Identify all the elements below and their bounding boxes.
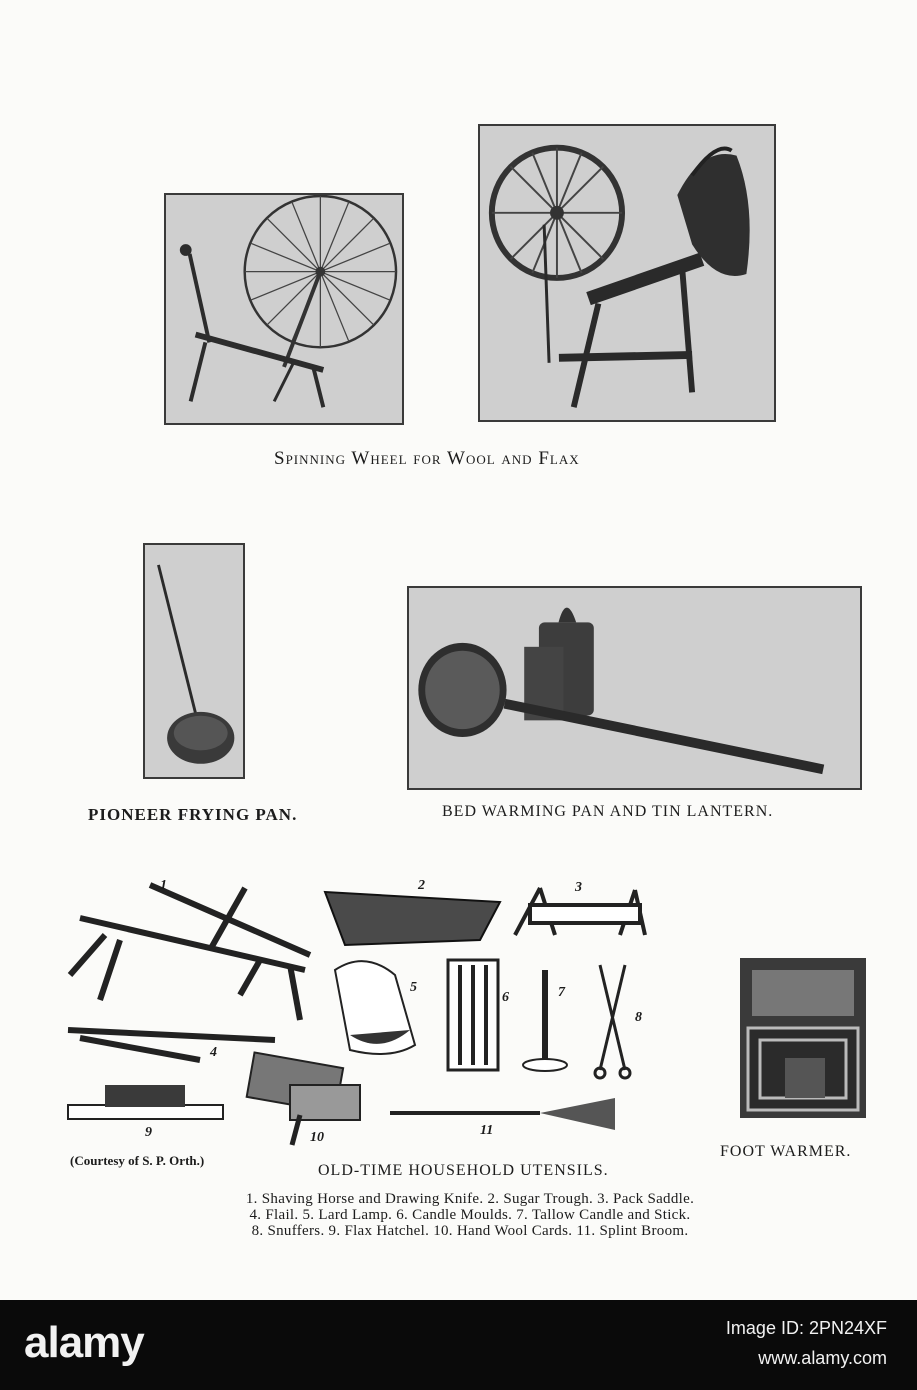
household-utensils-illustration	[60, 880, 650, 1150]
item-number-9: 9	[145, 1125, 152, 1140]
spinning-wheel-drawing-left	[166, 195, 402, 423]
item-number-10: 10	[310, 1130, 324, 1145]
spinning-wheel-caption: Spinning Wheel for Wool and Flax	[274, 448, 580, 469]
frying-pan-drawing	[145, 545, 243, 777]
item-number-1: 1	[160, 878, 167, 893]
item-number-6: 6	[502, 990, 509, 1005]
spinning-wheel-photo-right	[478, 124, 776, 422]
foot-warmer-drawing	[740, 958, 866, 1118]
courtesy-caption: (Courtesy of S. P. Orth.)	[70, 1153, 205, 1168]
warming-pan-drawing	[409, 588, 860, 788]
spinning-wheel-photo-left	[164, 193, 404, 425]
warming-pan-caption: BED WARMING PAN AND TIN LANTERN.	[442, 803, 774, 820]
item-number-7: 7	[558, 985, 565, 1000]
utensils-title: OLD-TIME HOUSEHOLD UTENSILS.	[318, 1162, 609, 1179]
item-number-5: 5	[410, 980, 417, 995]
item-number-2: 2	[418, 878, 425, 893]
item-number-4: 4	[210, 1045, 217, 1060]
spinning-wheel-drawing-right	[480, 126, 774, 420]
footer-url-link[interactable]: www.alamy.com	[758, 1348, 887, 1368]
alamy-logo[interactable]: alamy	[24, 1318, 144, 1367]
item-number-8: 8	[635, 1010, 642, 1025]
legend-line-2: 4. Flail. 5. Lard Lamp. 6. Candle Moulds. 7. Tallow Candle and Stick.	[249, 1207, 691, 1223]
warming-pan-photo	[407, 586, 862, 790]
frying-pan-photo	[143, 543, 245, 779]
foot-warmer-caption: FOOT WARMER.	[720, 1143, 852, 1160]
item-number-3: 3	[575, 880, 582, 895]
frying-pan-caption: PIONEER FRYING PAN.	[88, 805, 298, 824]
foot-warmer-photo	[740, 958, 866, 1118]
utensils-drawing	[60, 880, 650, 1150]
image-id-label: Image ID: 2PN24XF	[725, 1318, 887, 1338]
utensils-legend	[90, 1191, 850, 1239]
legend-line-3: 8. Snuffers. 9. Flax Hatchel. 10. Hand Wool Cards. 11. Splint Broom.	[251, 1223, 689, 1239]
legend-line-1: 1. Shaving Horse and Drawing Knife. 2. Sugar Trough. 3. Pack Saddle.	[245, 1191, 695, 1207]
item-number-11: 11	[480, 1123, 494, 1138]
watermark-footer	[0, 1300, 917, 1390]
